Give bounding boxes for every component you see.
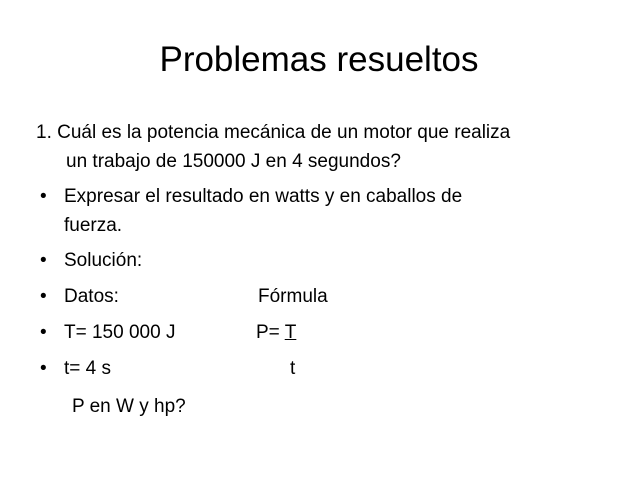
formula-denominator: t <box>290 358 296 379</box>
bullet-icon: • <box>40 322 47 343</box>
bullet-icon: • <box>40 286 47 307</box>
express-line-2: fuerza. <box>64 215 123 236</box>
work-value: T= 150 000 J <box>64 322 176 343</box>
formula-label: Fórmula <box>258 286 328 307</box>
bullet-icon: • <box>40 186 47 207</box>
power-formula-prefix: P= <box>256 322 285 343</box>
unknown-question: P en W y hp? <box>72 396 186 417</box>
question-line-1: 1. Cuál es la potencia mecánica de un motor que realiza <box>36 122 511 143</box>
data-label: Datos: <box>64 286 119 307</box>
express-line-1: Expresar el resultado en watts y en caballos de <box>64 186 463 207</box>
time-value: t= 4 s <box>64 358 111 379</box>
bullet-icon: • <box>40 358 47 379</box>
bullet-icon: • <box>40 250 47 271</box>
question-line-2: un trabajo de 150000 J en 4 segundos? <box>66 151 401 172</box>
solution-label: Solución: <box>64 250 143 271</box>
power-formula <box>256 321 296 345</box>
formula-numerator: T <box>284 322 297 343</box>
slide-title: Problemas resueltos <box>159 40 479 79</box>
